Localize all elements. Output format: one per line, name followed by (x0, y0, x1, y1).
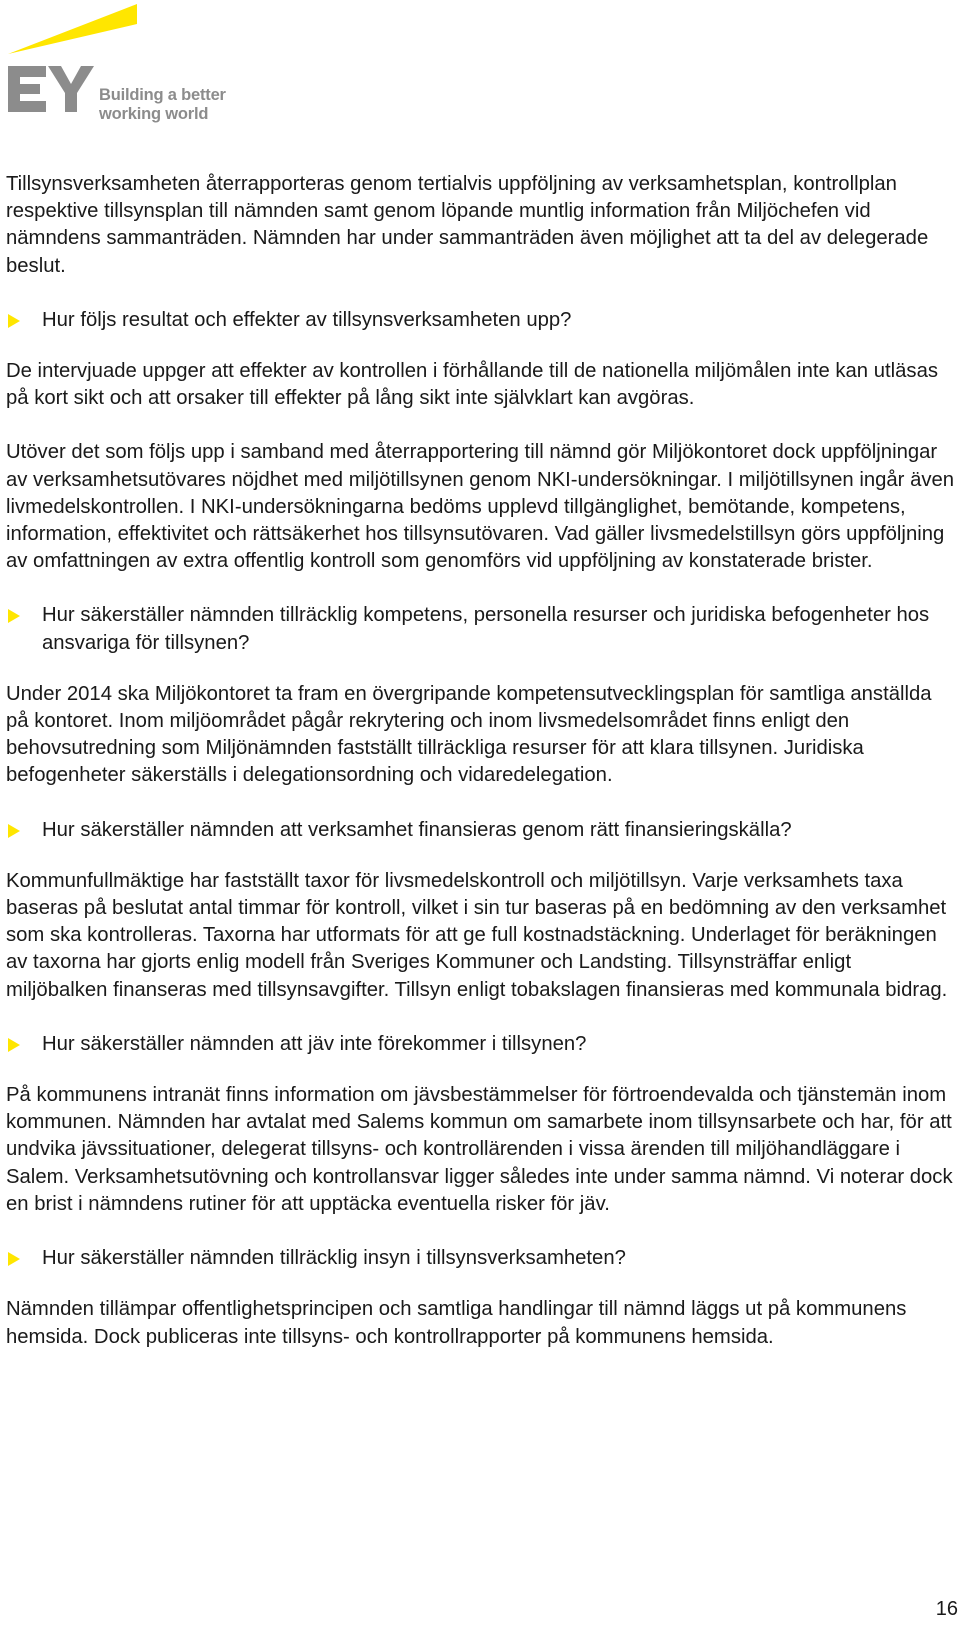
question-results (6, 307, 956, 334)
question-text: Hur säkerställer nämnden att verksamhet finansieras genom rätt finansieringskälla? (42, 818, 792, 841)
logo-tagline (99, 86, 226, 124)
paragraph-bias: På kommunens intranät finns information om jävsbestämmelser för förtroendevalda och tjänstemän inom kommunen. Nämnden har avtalat med Salems kommun om samarbete inom tillsynsarbete och har, för att undvika jävssituationer, delegerat tillsyns- och kontrollärenden i vissa ärenden till miljöhandläggare i Salem. Verksamhetsutövning och kontrollansvar ligger således inte under samma nämnd. Vi noterar dock en brist i nämndens rutiner för att upptäcka eventuella risker för jäv. (6, 1084, 953, 1215)
triangle-bullet-icon (8, 1038, 20, 1052)
question-text: Hur säkerställer nämnden tillräcklig kompetens, personella resurser och juridiska befogenheter hos ansvariga för tillsynen? (42, 604, 930, 654)
paragraph-follow-up: Utöver det som följs upp i samband med återrapportering till nämnd gör Miljökontoret dock uppföljningar av verksamhetsutövares nöjdhet med miljötillsynen genom NKI-undersökningar. I miljötillsynen ingår även livmedelskontrollen. I NKI-undersökningarna bedöms upplevd tillgänglighet, bemötande, kompetens, information, effektivitet och rättsäkerhet hos tillsynsutövaren. Vad gäller livsmedelstillsyn görs uppföljning av omfattningen av extra offentlig kontroll som genomförs vid uppföljning av konstaterade brister. (6, 441, 955, 573)
ey-beam-icon (8, 4, 137, 54)
question-bias (6, 1031, 956, 1058)
ey-logo (8, 4, 228, 124)
question-text: Hur säkerställer nämnden att jäv inte förekommer i tillsynen? (42, 1032, 587, 1055)
ey-wordmark-text: EY (8, 4, 10, 5)
paragraph-financing: Kommunfullmäktige har fastställt taxor för livsmedelskontroll och miljötillsyn. Varje verksamhets taxa baseras på beslutat antal timmar för kontroll, vilket i sin tur baseras på en bedömning av den verksamhet som ska kontrolleras. Taxorna har utformats för att ge full kostnadstäckning. Underlaget för beräkningen av taxorna har gjorts enlig modell från Sveriges Kommuner och Landsting. Tillsynsträffar enligt miljöbalken finanseras med tillsynsavgifter. Tillsyn enligt tobakslagen finansieras med kommunala bidrag. (6, 869, 948, 1001)
paragraph-transparency: Nämnden tillämpar offentlighetsprincipen och samtliga handlingar till nämnd läggs ut på kommunens hemsida. Dock publiceras inte tillsyns- och kontrollrapporter på kommunens hemsida. (6, 1298, 907, 1348)
logo-tagline-line1: Building a better (99, 86, 226, 104)
logo-tagline-line2: working world (99, 105, 209, 123)
triangle-bullet-icon (8, 314, 20, 328)
ey-wordmark-icon (8, 66, 94, 112)
question-financing (6, 817, 956, 844)
question-transparency (6, 1245, 956, 1272)
triangle-bullet-icon (8, 609, 20, 623)
question-text: Hur följs resultat och effekter av tillsynsverksamheten upp? (42, 308, 572, 331)
question-text: Hur säkerställer nämnden tillräcklig insyn i tillsynsverksamheten? (42, 1247, 626, 1270)
triangle-bullet-icon (8, 1252, 20, 1266)
paragraph-effects: De intervjuade uppger att effekter av kontrollen i förhållande till de nationella miljömålen inte kan utläsas på kort sikt och att orsaker till effekter på lång sikt inte självklart kan avgöras. (6, 360, 938, 410)
page-number: 16 (935, 1598, 958, 1620)
paragraph-competence: Under 2014 ska Miljökontoret ta fram en övergripande kompetensutvecklingsplan för samtliga anställda på kontoret. Inom miljöområdet pågår rekrytering och inom livsmedelsområdet finns enligt den behovsutredning som Miljönämnden fastställt tillräckliga resurser för att klara tillsynen. Juridiska befogenheter säkerställs i delegationsordning och vidaredelegation. (6, 682, 932, 787)
document-body (6, 171, 956, 1378)
triangle-bullet-icon (8, 824, 20, 838)
question-competence (6, 602, 956, 656)
paragraph-reporting: Tillsynsverksamheten återrapporteras genom tertialvis uppföljning av verksamhetsplan, kontrollplan respektive tillsynsplan till nämnden samt genom löpande muntlig information från Miljöchefen vid nämndens sammanträden. Nämnden har under sammanträden även möjlighet att ta del av delegerade beslut. (6, 173, 929, 277)
